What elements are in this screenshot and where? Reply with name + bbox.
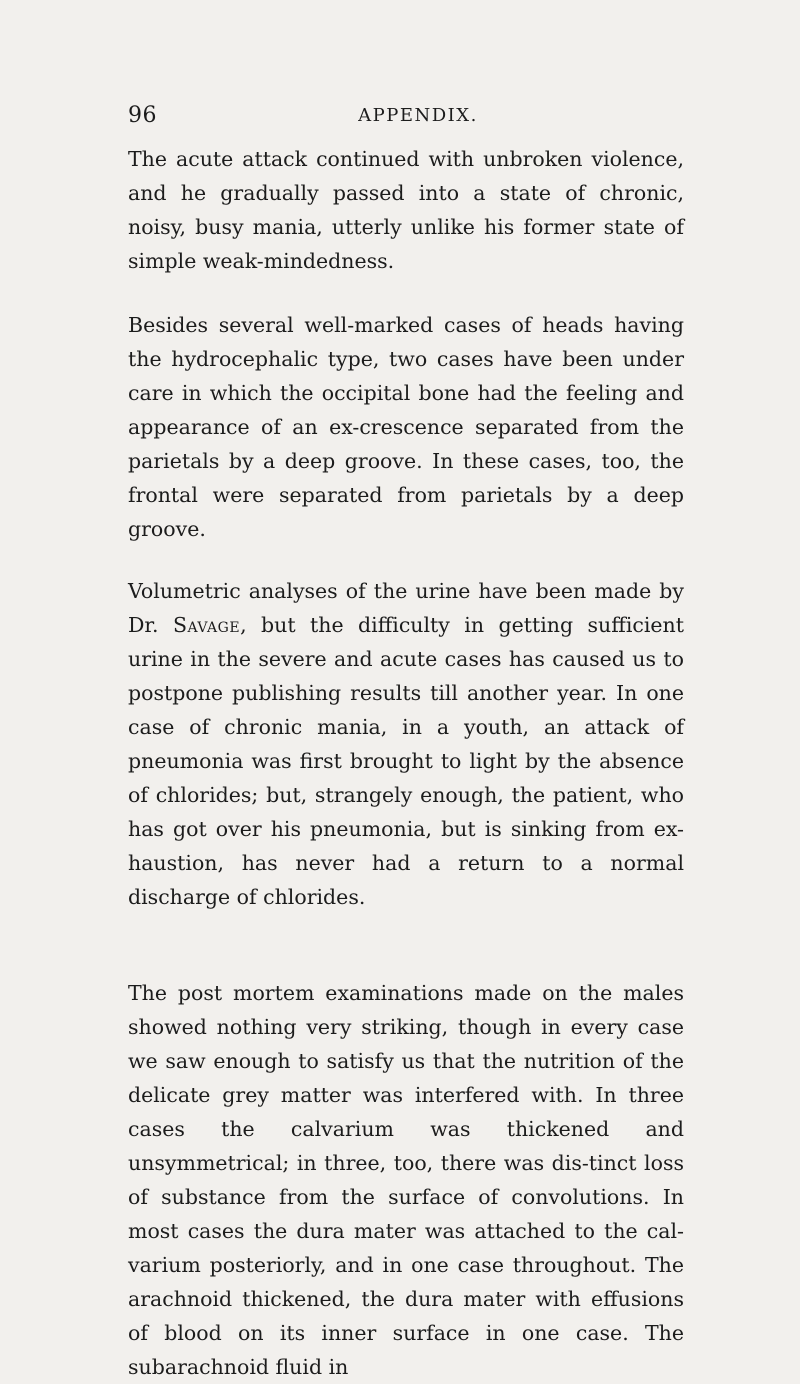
- paragraph-volumetric-analyses: [128, 574, 684, 914]
- paragraph-post-mortem: The post mortem examinations made on the males showed nothing very striking, though in every case we saw enough to satisfy us that the nutrition of the delicate grey matter was interfered with. In three cases the calvarium was thickened and unsymmetrical; in three, too, there was dis-tinct loss of substance from the surface of convolutions. In most cases the dura mater was attached to the cal-varium posteriorly, and in one case throughout. The arachnoid thickened, the dura mater with effusions of blood on its inner surface in one case. The subarachnoid fluid in: [128, 981, 684, 1379]
- paragraph-hydrocephalic-cases: Besides several well-marked cases of heads having the hydrocephalic type, two cases have been under care in which the occipital bone had the feeling and appearance of an ex-crescence separated from the parietals by a deep groove. In these cases, too, the frontal were separated from parietals by a deep groove.: [128, 313, 684, 541]
- page-header: [128, 103, 688, 137]
- paragraph-text-after-name: , but the difficulty in getting sufficient urine in the severe and acute cases has caused us to postpone publishing results till another year. In one case of chronic mania, in a youth, an attack of pneumonia was first brought to light by the absence of chlorides; but, strangely enough, the patient, who has got over his pneumonia, but is sinking from ex-haustion, has never had a return to a normal discharge of chlorides.: [128, 613, 684, 909]
- author-name-savage: Savage: [172, 613, 241, 637]
- body-text: [128, 142, 684, 1384]
- page-number: 96: [128, 103, 157, 128]
- running-head: APPENDIX.: [358, 105, 478, 126]
- paragraph-text-before-name: Volumetric analyses of the urine have been made by Dr.: [128, 579, 684, 637]
- paragraph-acute-attack: The acute attack continued with unbroken violence, and he gradually passed into a state of chronic, noisy, busy mania, utterly unlike his former state of simple weak-mindedness.: [128, 147, 684, 273]
